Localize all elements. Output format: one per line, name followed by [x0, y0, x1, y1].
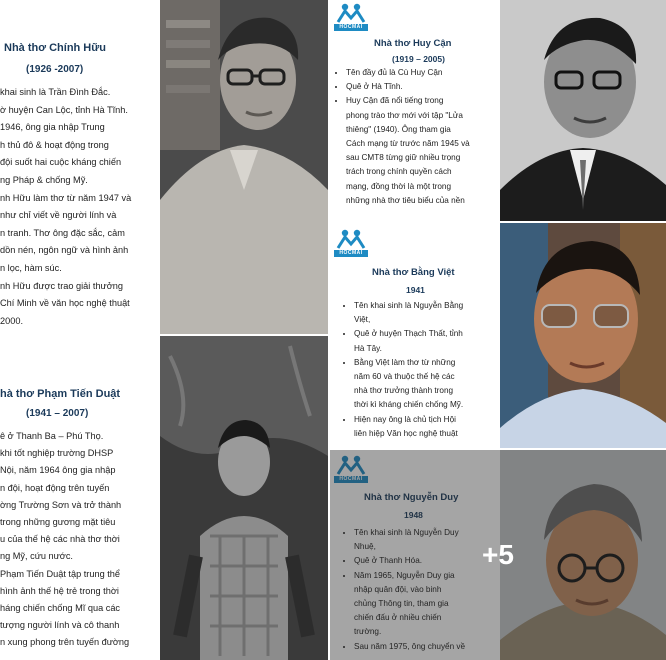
bio-line: n lọc, hàm súc. [0, 262, 62, 273]
bio-line: Hà Tây. [354, 343, 382, 353]
bio-line: nh Hữu được trao giải thưởng [0, 280, 123, 291]
hocmai-logo-icon: HOCMAI [334, 228, 368, 258]
bio-line: khai sinh là Trần Đình Đắc. [0, 87, 111, 97]
bio-line: khi tốt nghiệp trường DHSP [0, 448, 114, 459]
poet-title: Nhà thơ Huy Cận [374, 38, 452, 49]
bio-item: • Huy Cận đã nổi tiếng trong [346, 94, 470, 108]
bio-line: phong trào thơ mới với tập "Lửa [346, 110, 463, 120]
poet-years: 1941 [406, 285, 425, 295]
bio-line: ng Mỹ, cứu nước. [0, 551, 73, 562]
bio-line: thời kì kháng chiến chống Mỹ. [354, 400, 464, 410]
card-text-panel [0, 0, 160, 334]
more-photos-count[interactable]: +5 [482, 539, 514, 570]
card-text-panel [330, 223, 500, 448]
poet-portrait-photo [500, 223, 666, 448]
poet-portrait-photo [160, 0, 328, 334]
gallery-image-bang-viet[interactable] [330, 223, 666, 448]
hocmai-logo-icon: HOCMAI [334, 2, 368, 32]
bio-line: Việt, [354, 315, 371, 325]
bio-line: ờng Trường Sơn và trở thành [0, 499, 122, 510]
bio-line: liên hiệp Văn học nghệ thuật [354, 428, 458, 438]
poet-years: (1926 -2007) [26, 64, 84, 75]
bio-line: háng chiến chống Mĩ qua các [0, 603, 121, 614]
hocmai-logo-icon: HOCMAI [334, 454, 368, 484]
bio-item: • Tên khai sinh là Nguyễn Bằng [354, 299, 463, 313]
poet-title: Nhà thơ Bằng Việt [372, 267, 455, 278]
bio-line: nhà thơ trưởng thành trong [354, 386, 454, 396]
gallery-image-chinh-huu[interactable] [0, 0, 328, 334]
poet-portrait-photo [500, 0, 666, 221]
bio-line: thiêng" (1940). Ông tham gia [346, 124, 451, 134]
bio-lines [0, 428, 129, 652]
bio-list [330, 66, 470, 208]
bio-line: mạng, đồng thời là một trong [346, 181, 452, 191]
gallery-image-huy-can[interactable] [330, 0, 666, 221]
bio-line: trường. [354, 627, 382, 637]
bio-list [338, 299, 463, 441]
bio-line: ng Pháp & chống Mỹ. [0, 174, 88, 185]
bio-line: Nhuệ, [354, 542, 376, 552]
bio-line: đội suốt hai cuộc kháng chiến [0, 157, 122, 168]
bio-item: • Tên đầy đủ là Cù Huy Cận [346, 66, 470, 80]
poet-years: 1948 [404, 510, 423, 520]
bio-item: • Tên khai sinh là Nguyễn Duy [354, 526, 465, 540]
bio-line: những nhà thơ tiêu biểu của nền [346, 195, 465, 205]
bio-item: • Sau năm 1975, ông chuyển về [354, 640, 465, 654]
card-text-panel [330, 0, 500, 221]
poet-title: Nhà thơ Chính Hữu [4, 42, 106, 54]
poet-years: (1941 – 2007) [26, 408, 89, 419]
bio-line: u của thế hệ các nhà thơ thời [0, 534, 120, 545]
poet-title: hà thơ Phạm Tiến Duật [0, 388, 121, 400]
bio-line: n tranh. Thơ ông đặc sắc, cảm [0, 227, 125, 238]
bio-line: trong những gương mặt tiêu [0, 517, 116, 528]
bio-line: nh Hữu làm thơ từ năm 1947 và [0, 192, 132, 203]
bio-item: • Quê ở huyện Thạch Thất, tỉnh [354, 327, 463, 341]
bio-item: • Hiện nay ông là chủ tịch Hội [354, 413, 463, 427]
bio-line: tượng người lính và cô thanh [0, 620, 120, 631]
poet-title: Nhà thơ Nguyễn Duy [364, 492, 459, 503]
bio-line: ờ huyện Can Lộc, tỉnh Hà Tĩnh. [0, 104, 128, 115]
bio-line: nhập quân đội, vào binh [354, 584, 442, 594]
bio-item: • Quê ở Hà Tĩnh. [346, 80, 470, 94]
bio-line: ê ở Thanh Ba – Phú Thọ. [0, 431, 104, 441]
bio-item: • Quê ở Thanh Hóa. [354, 554, 465, 568]
bio-line: 2000. [0, 315, 23, 326]
bio-line: năm 60 và thuộc thế hệ các [354, 372, 455, 382]
bio-line: Cách mạng từ trước năm 1945 và [346, 139, 470, 149]
bio-line: như chỉ viết về người lính và [0, 210, 117, 221]
bio-item: • Năm 1965, Nguyễn Duy gia [354, 569, 465, 583]
bio-line: chiến đấu ở nhiều chiến [354, 613, 442, 623]
poet-portrait-photo [160, 336, 328, 660]
bio-line: Chí Minh về văn học nghệ thuật [0, 298, 130, 309]
bio-line: trách trong chính quyền cách [346, 167, 452, 177]
gallery-image-pham-tien-duat[interactable] [0, 336, 328, 660]
bio-line: dồn nén, ngôn ngữ và hình ảnh [0, 245, 129, 256]
card-text-panel [0, 336, 160, 660]
bio-line: sau CMT8 từng giữ nhiều trọng [346, 153, 461, 163]
bio-line: hình ảnh thế hệ trẻ trong thời [0, 585, 119, 596]
gallery-image-nguyen-duy-more[interactable] [330, 450, 666, 660]
bio-line: n đội, hoạt động trên tuyến [0, 482, 110, 493]
bio-line: 1946, ông gia nhập Trung [0, 122, 105, 133]
bio-line: h thủ đô & hoạt động trong [0, 139, 109, 150]
bio-item: • Bằng Việt làm thơ từ những [354, 356, 463, 370]
bio-line: chủng Thông tin, tham gia [354, 599, 449, 609]
bio-line: n xung phong trên tuyến đường [0, 637, 130, 648]
bio-lines [0, 84, 131, 330]
bio-line: Phạm Tiến Duật tập trung thể [0, 568, 121, 579]
poet-years: (1919 – 2005) [392, 54, 445, 64]
bio-line: Nội, năm 1964 ông gia nhập [0, 465, 116, 476]
